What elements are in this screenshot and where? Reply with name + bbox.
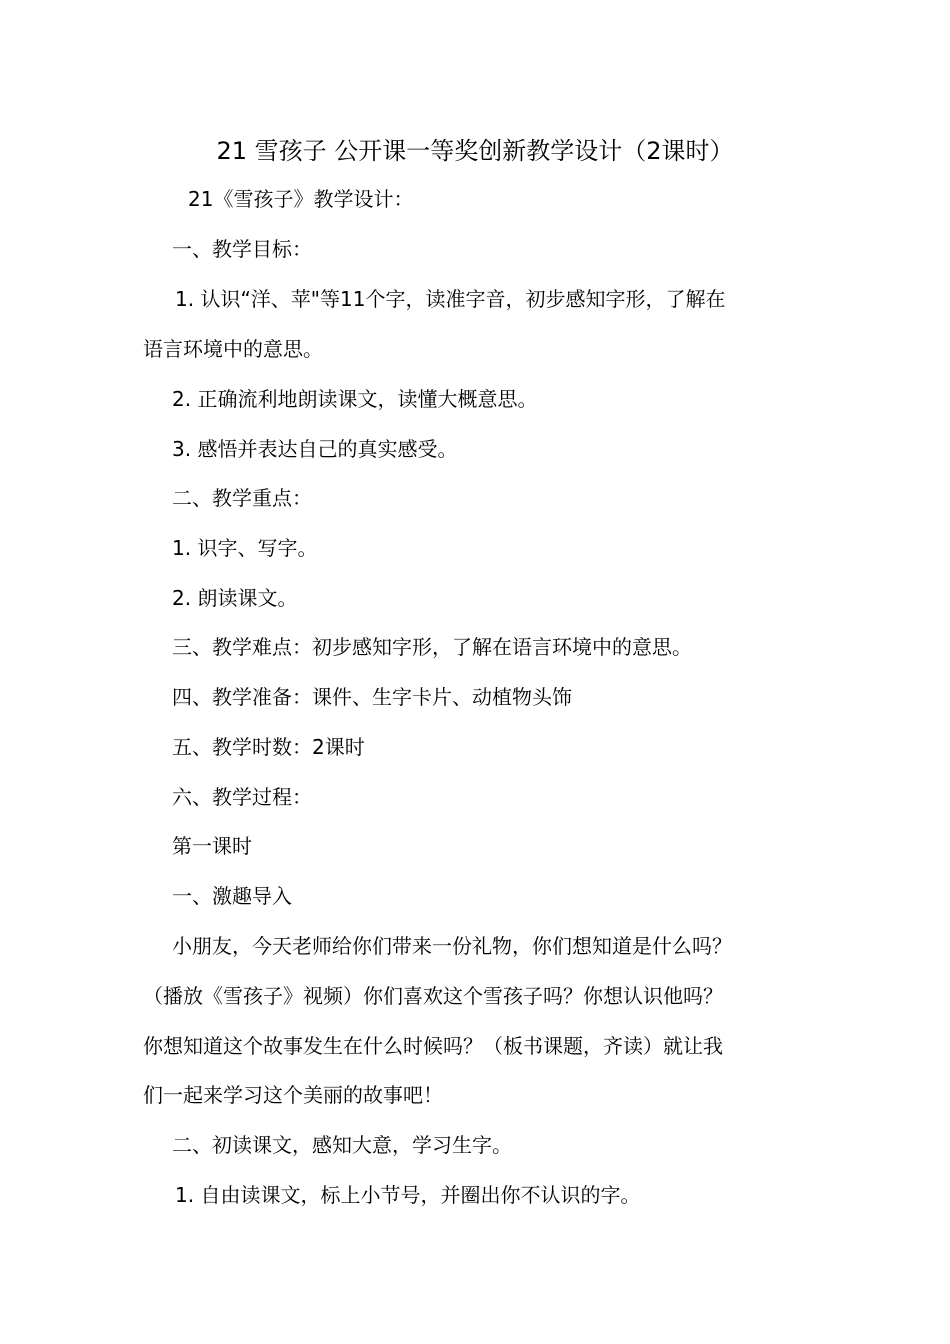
step-1-heading: 一、激趣导入	[172, 884, 292, 908]
goal-3: 3. 感悟并表达自己的真实感受。	[172, 437, 458, 461]
heading-teaching-goals: 一、教学目标：	[172, 237, 312, 261]
goal-1-line-1: 1. 认识“洋、苹"等11个字，读准字音，初步感知字形，了解在	[175, 287, 726, 311]
heading-key-points: 二、教学重点：	[172, 486, 312, 510]
paragraph-line-3: 你想知道这个故事发生在什么时候吗？（板书课题，齐读）就让我	[143, 1034, 723, 1058]
paragraph-line-1: 小朋友，今天老师给你们带来一份礼物，你们想知道是什么吗？	[172, 934, 732, 958]
section-subtitle: 21《雪孩子》教学设计：	[188, 187, 414, 211]
lesson-one-heading: 第一课时	[172, 834, 252, 858]
key-point-1: 1. 识字、写字。	[172, 536, 318, 560]
heading-preparation: 四、教学准备：课件、生字卡片、动植物头饰	[172, 685, 572, 709]
step-2-heading: 二、初读课文，感知大意，学习生字。	[172, 1133, 512, 1157]
goal-2: 2. 正确流利地朗读课文，读懂大概意思。	[172, 387, 538, 411]
paragraph-line-2: （播放《雪孩子》视频）你们喜欢这个雪孩子吗？你想认识他吗？	[143, 984, 723, 1008]
key-point-2: 2. 朗读课文。	[172, 586, 298, 610]
paragraph-line-4: 们一起来学习这个美丽的故事吧！	[143, 1083, 443, 1107]
heading-class-hours: 五、教学时数：2课时	[172, 735, 365, 759]
step-2-item-1: 1. 自由读课文，标上小节号，并圈出你不认识的字。	[175, 1183, 641, 1207]
goal-1-line-2: 语言环境中的意思。	[143, 337, 323, 361]
heading-process: 六、教学过程：	[172, 785, 312, 809]
document-title: 21 雪孩子 公开课一等奖创新教学设计（2课时）	[216, 137, 734, 165]
heading-difficulties: 三、教学难点：初步感知字形，了解在语言环境中的意思。	[172, 635, 692, 659]
